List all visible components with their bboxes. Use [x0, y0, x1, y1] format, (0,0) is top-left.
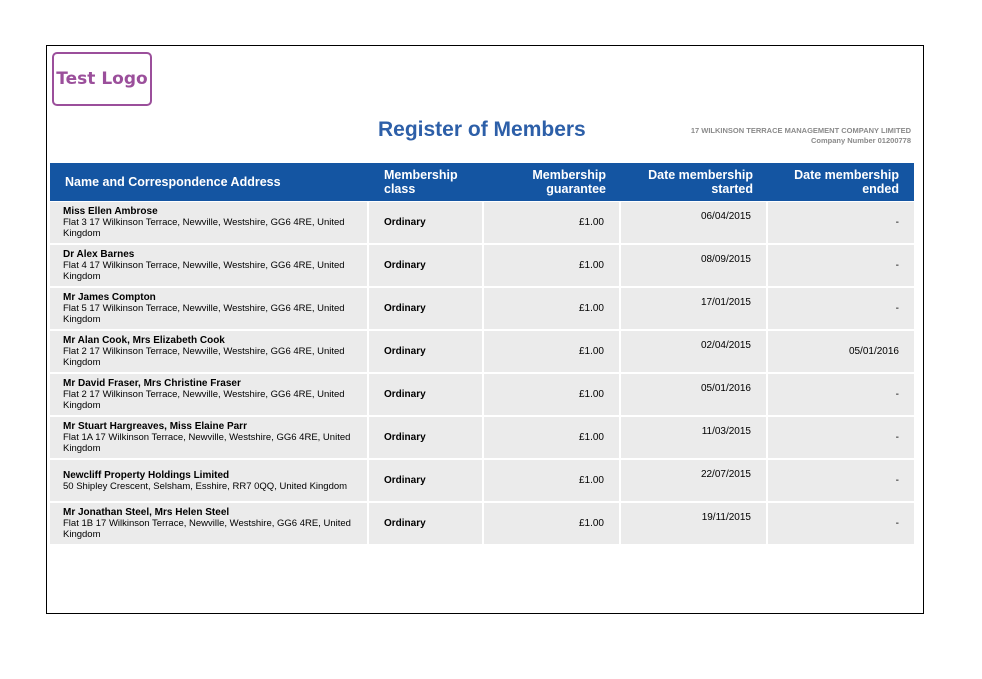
- member-address: Flat 5 17 Wilkinson Terrace, Newville, Westshire, GG6 4RE, United Kingdom: [63, 303, 345, 325]
- membership-class: Ordinary: [369, 331, 482, 372]
- membership-guarantee: £1.00: [484, 245, 619, 286]
- membership-guarantee: £1.00: [484, 460, 619, 501]
- header-membership-class: Membership class: [384, 168, 458, 196]
- membership-guarantee: £1.00: [484, 503, 619, 544]
- date-ended: -: [768, 202, 914, 243]
- membership-class: Ordinary: [369, 417, 482, 458]
- membership-guarantee: £1.00: [484, 331, 619, 372]
- document-page: [46, 45, 924, 614]
- date-ended: -: [768, 245, 914, 286]
- header-name-address: Name and Correspondence Address: [65, 175, 281, 189]
- membership-guarantee: £1.00: [484, 202, 619, 243]
- date-started: 05/01/2016: [621, 374, 766, 415]
- member-address: Flat 2 17 Wilkinson Terrace, Newville, Westshire, GG6 4RE, United Kingdom: [63, 389, 345, 411]
- member-cell: [50, 331, 367, 372]
- date-ended: -: [768, 417, 914, 458]
- table-row: [50, 330, 914, 373]
- membership-guarantee: £1.00: [484, 374, 619, 415]
- table-row: [50, 502, 914, 545]
- member-cell: [50, 202, 367, 243]
- member-name: Mr Alan Cook, Mrs Elizabeth Cook: [63, 335, 225, 346]
- member-cell: [50, 417, 367, 458]
- date-ended: -: [768, 374, 914, 415]
- page-title: Register of Members: [378, 118, 586, 141]
- date-started: 06/04/2015: [621, 202, 766, 243]
- company-info: [691, 126, 911, 146]
- membership-class: Ordinary: [369, 202, 482, 243]
- company-name: 17 WILKINSON TERRACE MANAGEMENT COMPANY LIMITED: [690, 126, 911, 135]
- membership-class: Ordinary: [369, 460, 482, 501]
- member-address: Flat 1B 17 Wilkinson Terrace, Newville, Westshire, GG6 4RE, United Kingdom: [63, 518, 351, 540]
- date-started: 17/01/2015: [621, 288, 766, 329]
- member-address: Flat 4 17 Wilkinson Terrace, Newville, Westshire, GG6 4RE, United Kingdom: [63, 260, 345, 282]
- header-date-started: Date membership started: [648, 168, 753, 196]
- member-name: Miss Ellen Ambrose: [63, 206, 158, 217]
- date-ended: -: [768, 288, 914, 329]
- table-row: [50, 244, 914, 287]
- membership-class: Ordinary: [369, 288, 482, 329]
- header-membership-guarantee: Membership guarantee: [532, 168, 606, 196]
- member-name: Mr James Compton: [63, 292, 156, 303]
- date-started: 19/11/2015: [621, 503, 766, 544]
- member-cell: [50, 374, 367, 415]
- member-name: Mr Jonathan Steel, Mrs Helen Steel: [63, 507, 230, 518]
- member-name: Dr Alex Barnes: [63, 249, 135, 260]
- table-row: [50, 287, 914, 330]
- date-ended: 05/01/2016: [768, 331, 914, 372]
- company-logo: [52, 52, 152, 106]
- table-header: [50, 163, 914, 201]
- member-cell: [50, 288, 367, 329]
- membership-guarantee: £1.00: [484, 288, 619, 329]
- table-row: [50, 416, 914, 459]
- membership-guarantee: £1.00: [484, 417, 619, 458]
- table-row: [50, 459, 914, 502]
- membership-class: Ordinary: [369, 503, 482, 544]
- date-started: 11/03/2015: [621, 417, 766, 458]
- table-row: [50, 201, 914, 244]
- company-number: Company Number 01200778: [810, 136, 911, 145]
- membership-class: Ordinary: [369, 245, 482, 286]
- table-body: [50, 201, 914, 545]
- member-cell: [50, 503, 367, 544]
- date-started: 08/09/2015: [621, 245, 766, 286]
- members-table: [50, 163, 914, 545]
- member-name: Mr Stuart Hargreaves, Miss Elaine Parr: [63, 421, 247, 432]
- logo-text: Test Logo: [56, 69, 148, 89]
- member-cell: [50, 460, 367, 501]
- header-date-ended: Date membership ended: [794, 168, 899, 196]
- table-row: [50, 373, 914, 416]
- member-address: Flat 3 17 Wilkinson Terrace, Newville, Westshire, GG6 4RE, United Kingdom: [63, 217, 345, 239]
- date-started: 22/07/2015: [621, 460, 766, 501]
- member-address: Flat 1A 17 Wilkinson Terrace, Newville, Westshire, GG6 4RE, United Kingdom: [63, 432, 351, 454]
- member-name: Newcliff Property Holdings Limited: [63, 469, 230, 481]
- member-address: 50 Shipley Crescent, Selsham, Esshire, RR7 0QQ, United Kingdom: [63, 480, 348, 492]
- membership-class: Ordinary: [369, 374, 482, 415]
- date-ended: -: [768, 460, 914, 501]
- member-cell: [50, 245, 367, 286]
- date-started: 02/04/2015: [621, 331, 766, 372]
- member-name: Mr David Fraser, Mrs Christine Fraser: [63, 378, 241, 389]
- member-address: Flat 2 17 Wilkinson Terrace, Newville, Westshire, GG6 4RE, United Kingdom: [63, 346, 345, 368]
- date-ended: -: [768, 503, 914, 544]
